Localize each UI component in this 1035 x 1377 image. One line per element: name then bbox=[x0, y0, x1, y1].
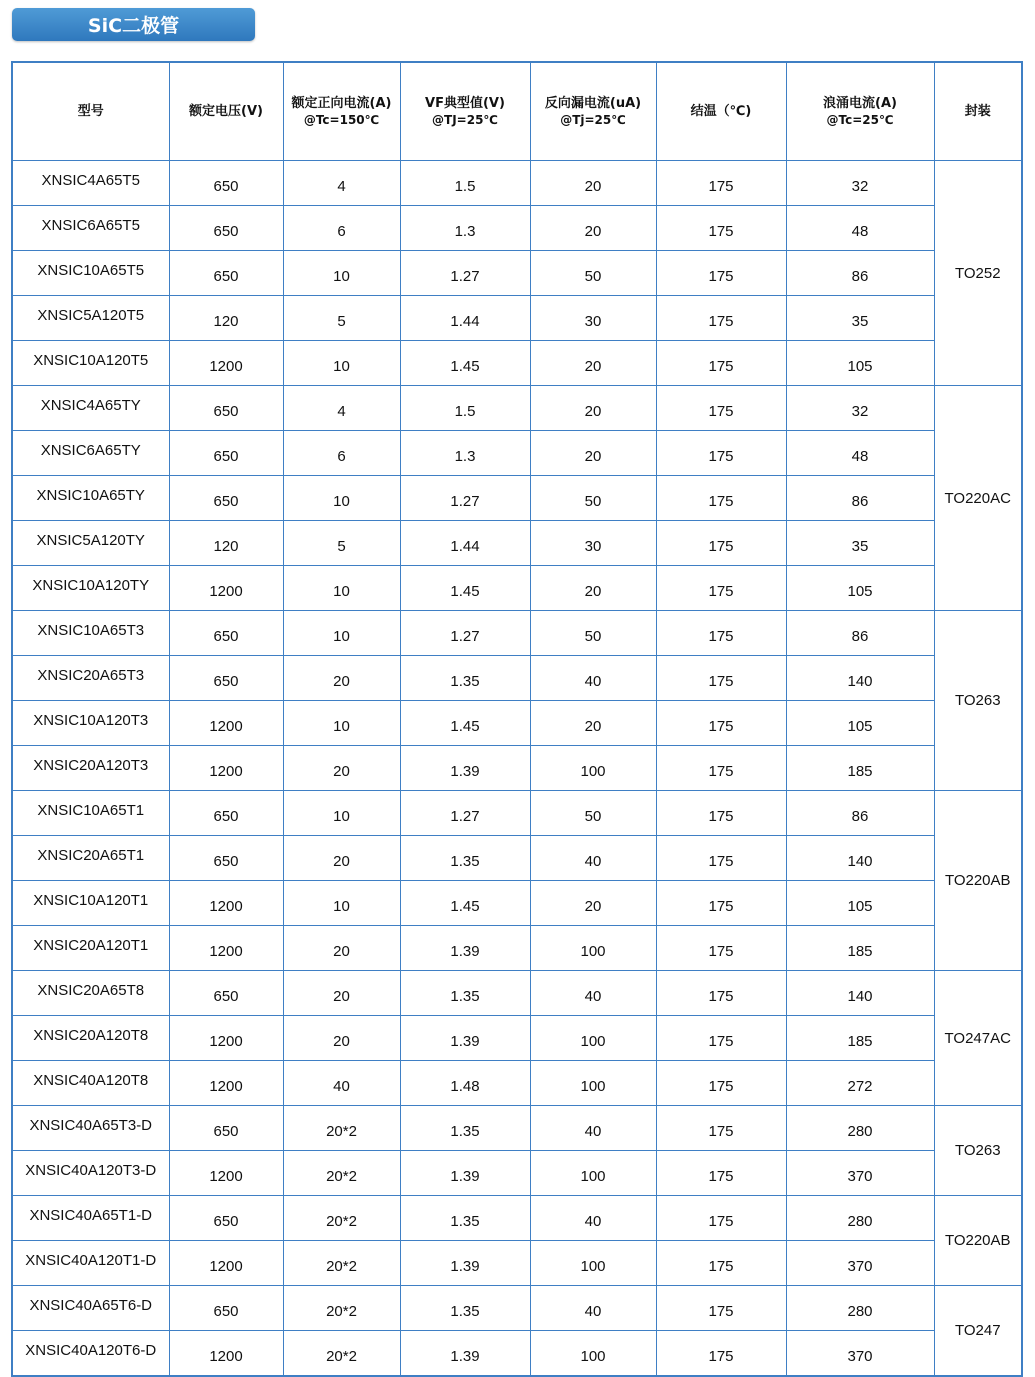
cell-junction-temp: 175 bbox=[656, 431, 786, 476]
sic-diode-spec-table bbox=[11, 61, 1023, 1377]
cell-model: XNSIC6A65TY bbox=[12, 431, 169, 476]
cell-junction-temp: 175 bbox=[656, 746, 786, 791]
cell-vf-typical: 1.35 bbox=[400, 1286, 530, 1331]
cell-junction-temp: 175 bbox=[656, 521, 786, 566]
cell-forward-current: 10 bbox=[283, 476, 400, 521]
cell-vf-typical: 1.35 bbox=[400, 836, 530, 881]
cell-surge-current: 185 bbox=[786, 1016, 934, 1061]
cell-reverse-leakage: 100 bbox=[530, 926, 656, 971]
cell-vf-typical: 1.39 bbox=[400, 1016, 530, 1061]
cell-rated-voltage: 1200 bbox=[169, 566, 283, 611]
cell-junction-temp: 175 bbox=[656, 1106, 786, 1151]
cell-package: TO220AC bbox=[934, 386, 1022, 611]
cell-rated-voltage: 650 bbox=[169, 1106, 283, 1151]
cell-forward-current: 5 bbox=[283, 296, 400, 341]
cell-junction-temp: 175 bbox=[656, 206, 786, 251]
cell-vf-typical: 1.5 bbox=[400, 386, 530, 431]
cell-forward-current: 20*2 bbox=[283, 1106, 400, 1151]
cell-forward-current: 20 bbox=[283, 926, 400, 971]
cell-rated-voltage: 650 bbox=[169, 791, 283, 836]
cell-model: XNSIC20A65T8 bbox=[12, 971, 169, 1016]
table-row bbox=[12, 386, 1022, 431]
cell-vf-typical: 1.45 bbox=[400, 566, 530, 611]
table-body bbox=[12, 161, 1022, 1377]
header-reverse-leakage bbox=[530, 62, 656, 161]
header-condition: @Tc=25℃ bbox=[826, 112, 894, 127]
cell-reverse-leakage: 100 bbox=[530, 1151, 656, 1196]
cell-model: XNSIC10A120TY bbox=[12, 566, 169, 611]
cell-rated-voltage: 650 bbox=[169, 476, 283, 521]
cell-forward-current: 10 bbox=[283, 701, 400, 746]
cell-surge-current: 35 bbox=[786, 521, 934, 566]
cell-rated-voltage: 1200 bbox=[169, 881, 283, 926]
cell-surge-current: 280 bbox=[786, 1286, 934, 1331]
cell-model: XNSIC5A120T5 bbox=[12, 296, 169, 341]
cell-surge-current: 105 bbox=[786, 881, 934, 926]
table-row bbox=[12, 1061, 1022, 1106]
cell-rated-voltage: 650 bbox=[169, 1196, 283, 1241]
cell-surge-current: 105 bbox=[786, 566, 934, 611]
cell-reverse-leakage: 30 bbox=[530, 521, 656, 566]
cell-vf-typical: 1.44 bbox=[400, 521, 530, 566]
cell-rated-voltage: 650 bbox=[169, 836, 283, 881]
cell-surge-current: 140 bbox=[786, 836, 934, 881]
cell-vf-typical: 1.27 bbox=[400, 251, 530, 296]
cell-model: XNSIC40A120T1-D bbox=[12, 1241, 169, 1286]
cell-rated-voltage: 1200 bbox=[169, 746, 283, 791]
cell-surge-current: 105 bbox=[786, 701, 934, 746]
cell-junction-temp: 175 bbox=[656, 926, 786, 971]
cell-surge-current: 86 bbox=[786, 251, 934, 296]
cell-surge-current: 86 bbox=[786, 611, 934, 656]
cell-junction-temp: 175 bbox=[656, 836, 786, 881]
cell-surge-current: 280 bbox=[786, 1106, 934, 1151]
cell-reverse-leakage: 40 bbox=[530, 1286, 656, 1331]
cell-model: XNSIC10A65T3 bbox=[12, 611, 169, 656]
cell-surge-current: 272 bbox=[786, 1061, 934, 1106]
table-row bbox=[12, 836, 1022, 881]
cell-forward-current: 20*2 bbox=[283, 1151, 400, 1196]
table-row bbox=[12, 1241, 1022, 1286]
cell-model: XNSIC20A120T8 bbox=[12, 1016, 169, 1061]
cell-rated-voltage: 650 bbox=[169, 1286, 283, 1331]
header-label: 型号 bbox=[77, 104, 104, 119]
cell-rated-voltage: 1200 bbox=[169, 1331, 283, 1377]
cell-model: XNSIC4A65T5 bbox=[12, 161, 169, 206]
header-row bbox=[12, 62, 1022, 161]
table-row bbox=[12, 611, 1022, 656]
cell-surge-current: 370 bbox=[786, 1241, 934, 1286]
header-condition: @Tc=150℃ bbox=[303, 112, 380, 127]
cell-rated-voltage: 650 bbox=[169, 251, 283, 296]
cell-vf-typical: 1.39 bbox=[400, 1241, 530, 1286]
cell-model: XNSIC10A120T3 bbox=[12, 701, 169, 746]
cell-model: XNSIC10A120T5 bbox=[12, 341, 169, 386]
cell-rated-voltage: 1200 bbox=[169, 1061, 283, 1106]
table-row bbox=[12, 161, 1022, 206]
cell-surge-current: 32 bbox=[786, 161, 934, 206]
cell-rated-voltage: 650 bbox=[169, 611, 283, 656]
header-rated-voltage bbox=[169, 62, 283, 161]
cell-vf-typical: 1.45 bbox=[400, 341, 530, 386]
cell-forward-current: 20*2 bbox=[283, 1196, 400, 1241]
cell-forward-current: 20 bbox=[283, 971, 400, 1016]
cell-junction-temp: 175 bbox=[656, 1151, 786, 1196]
table-row bbox=[12, 1196, 1022, 1241]
cell-forward-current: 20 bbox=[283, 836, 400, 881]
cell-rated-voltage: 650 bbox=[169, 656, 283, 701]
cell-forward-current: 6 bbox=[283, 431, 400, 476]
cell-junction-temp: 175 bbox=[656, 1331, 786, 1377]
table-row bbox=[12, 1286, 1022, 1331]
cell-vf-typical: 1.5 bbox=[400, 161, 530, 206]
cell-rated-voltage: 1200 bbox=[169, 1241, 283, 1286]
cell-vf-typical: 1.39 bbox=[400, 926, 530, 971]
cell-model: XNSIC40A65T1-D bbox=[12, 1196, 169, 1241]
cell-model: XNSIC20A65T1 bbox=[12, 836, 169, 881]
cell-package: TO263 bbox=[934, 611, 1022, 791]
cell-rated-voltage: 1200 bbox=[169, 701, 283, 746]
cell-model: XNSIC10A65TY bbox=[12, 476, 169, 521]
cell-junction-temp: 175 bbox=[656, 296, 786, 341]
cell-reverse-leakage: 50 bbox=[530, 791, 656, 836]
cell-rated-voltage: 650 bbox=[169, 971, 283, 1016]
cell-rated-voltage: 650 bbox=[169, 431, 283, 476]
cell-model: XNSIC20A120T3 bbox=[12, 746, 169, 791]
cell-reverse-leakage: 50 bbox=[530, 476, 656, 521]
cell-vf-typical: 1.45 bbox=[400, 701, 530, 746]
cell-package: TO220AB bbox=[934, 1196, 1022, 1286]
header-label: 额定电压(V) bbox=[189, 104, 263, 119]
cell-junction-temp: 175 bbox=[656, 161, 786, 206]
cell-package: TO247AC bbox=[934, 971, 1022, 1106]
cell-vf-typical: 1.27 bbox=[400, 611, 530, 656]
cell-reverse-leakage: 30 bbox=[530, 296, 656, 341]
cell-reverse-leakage: 20 bbox=[530, 386, 656, 431]
table-row bbox=[12, 206, 1022, 251]
cell-surge-current: 48 bbox=[786, 206, 934, 251]
table-row bbox=[12, 476, 1022, 521]
cell-reverse-leakage: 20 bbox=[530, 341, 656, 386]
header-package bbox=[934, 62, 1022, 161]
cell-rated-voltage: 120 bbox=[169, 296, 283, 341]
cell-junction-temp: 175 bbox=[656, 701, 786, 746]
cell-surge-current: 105 bbox=[786, 341, 934, 386]
cell-forward-current: 20*2 bbox=[283, 1241, 400, 1286]
cell-reverse-leakage: 20 bbox=[530, 701, 656, 746]
cell-surge-current: 86 bbox=[786, 476, 934, 521]
cell-reverse-leakage: 100 bbox=[530, 746, 656, 791]
table-row bbox=[12, 431, 1022, 476]
cell-rated-voltage: 650 bbox=[169, 206, 283, 251]
cell-junction-temp: 175 bbox=[656, 791, 786, 836]
cell-package: TO247 bbox=[934, 1286, 1022, 1377]
cell-surge-current: 48 bbox=[786, 431, 934, 476]
cell-forward-current: 5 bbox=[283, 521, 400, 566]
cell-junction-temp: 175 bbox=[656, 1196, 786, 1241]
section-title: SiC二极管 bbox=[87, 15, 180, 37]
cell-model: XNSIC10A65T5 bbox=[12, 251, 169, 296]
cell-vf-typical: 1.39 bbox=[400, 1331, 530, 1377]
cell-surge-current: 185 bbox=[786, 926, 934, 971]
cell-reverse-leakage: 40 bbox=[530, 656, 656, 701]
cell-junction-temp: 175 bbox=[656, 386, 786, 431]
header-forward-current bbox=[283, 62, 400, 161]
cell-model: XNSIC4A65TY bbox=[12, 386, 169, 431]
cell-rated-voltage: 650 bbox=[169, 386, 283, 431]
cell-surge-current: 280 bbox=[786, 1196, 934, 1241]
cell-forward-current: 20*2 bbox=[283, 1286, 400, 1331]
cell-reverse-leakage: 40 bbox=[530, 1196, 656, 1241]
cell-reverse-leakage: 20 bbox=[530, 161, 656, 206]
table-row bbox=[12, 971, 1022, 1016]
table-row bbox=[12, 1016, 1022, 1061]
cell-surge-current: 370 bbox=[786, 1331, 934, 1377]
cell-forward-current: 20 bbox=[283, 746, 400, 791]
cell-surge-current: 370 bbox=[786, 1151, 934, 1196]
cell-forward-current: 10 bbox=[283, 611, 400, 656]
cell-vf-typical: 1.35 bbox=[400, 1106, 530, 1151]
cell-reverse-leakage: 100 bbox=[530, 1241, 656, 1286]
table-row bbox=[12, 656, 1022, 701]
cell-vf-typical: 1.35 bbox=[400, 971, 530, 1016]
cell-reverse-leakage: 50 bbox=[530, 611, 656, 656]
cell-junction-temp: 175 bbox=[656, 881, 786, 926]
table-row bbox=[12, 791, 1022, 836]
cell-vf-typical: 1.48 bbox=[400, 1061, 530, 1106]
header-label: 反向漏电流(uA) bbox=[544, 95, 642, 111]
header-condition: @TJ=25℃ bbox=[432, 112, 498, 127]
cell-model: XNSIC40A65T3-D bbox=[12, 1106, 169, 1151]
cell-reverse-leakage: 20 bbox=[530, 431, 656, 476]
cell-junction-temp: 175 bbox=[656, 566, 786, 611]
header-label: VF典型值(V) bbox=[425, 95, 505, 111]
header-label: 结温（℃) bbox=[690, 104, 752, 119]
cell-model: XNSIC40A120T3-D bbox=[12, 1151, 169, 1196]
cell-surge-current: 140 bbox=[786, 656, 934, 701]
header-condition: @Tj=25℃ bbox=[560, 112, 626, 127]
header-junction-temp bbox=[656, 62, 786, 161]
cell-junction-temp: 175 bbox=[656, 341, 786, 386]
cell-model: XNSIC20A65T3 bbox=[12, 656, 169, 701]
cell-vf-typical: 1.3 bbox=[400, 206, 530, 251]
cell-surge-current: 32 bbox=[786, 386, 934, 431]
cell-forward-current: 10 bbox=[283, 791, 400, 836]
cell-forward-current: 10 bbox=[283, 881, 400, 926]
table-row bbox=[12, 1106, 1022, 1151]
table-row bbox=[12, 341, 1022, 386]
cell-vf-typical: 1.3 bbox=[400, 431, 530, 476]
cell-model: XNSIC40A120T8 bbox=[12, 1061, 169, 1106]
table-row bbox=[12, 746, 1022, 791]
cell-reverse-leakage: 40 bbox=[530, 836, 656, 881]
cell-rated-voltage: 1200 bbox=[169, 1016, 283, 1061]
header-vf-typical bbox=[400, 62, 530, 161]
cell-reverse-leakage: 100 bbox=[530, 1016, 656, 1061]
table-row bbox=[12, 1331, 1022, 1377]
cell-forward-current: 10 bbox=[283, 341, 400, 386]
cell-junction-temp: 175 bbox=[656, 1016, 786, 1061]
cell-reverse-leakage: 100 bbox=[530, 1331, 656, 1377]
cell-rated-voltage: 1200 bbox=[169, 1151, 283, 1196]
table-header bbox=[12, 62, 1022, 161]
cell-reverse-leakage: 20 bbox=[530, 566, 656, 611]
cell-junction-temp: 175 bbox=[656, 1241, 786, 1286]
cell-junction-temp: 175 bbox=[656, 1061, 786, 1106]
cell-reverse-leakage: 50 bbox=[530, 251, 656, 296]
cell-package: TO252 bbox=[934, 161, 1022, 386]
cell-reverse-leakage: 20 bbox=[530, 206, 656, 251]
table-row bbox=[12, 251, 1022, 296]
cell-vf-typical: 1.35 bbox=[400, 1196, 530, 1241]
table-row bbox=[12, 926, 1022, 971]
table-row bbox=[12, 701, 1022, 746]
cell-vf-typical: 1.39 bbox=[400, 1151, 530, 1196]
table-row bbox=[12, 1151, 1022, 1196]
cell-forward-current: 20 bbox=[283, 1016, 400, 1061]
cell-package: TO220AB bbox=[934, 791, 1022, 971]
cell-forward-current: 20*2 bbox=[283, 1331, 400, 1377]
cell-model: XNSIC5A120TY bbox=[12, 521, 169, 566]
cell-vf-typical: 1.45 bbox=[400, 881, 530, 926]
cell-reverse-leakage: 20 bbox=[530, 881, 656, 926]
cell-surge-current: 86 bbox=[786, 791, 934, 836]
header-label: 封装 bbox=[964, 104, 991, 119]
cell-model: XNSIC10A120T1 bbox=[12, 881, 169, 926]
cell-vf-typical: 1.35 bbox=[400, 656, 530, 701]
cell-junction-temp: 175 bbox=[656, 611, 786, 656]
header-label: 浪涌电流(A) bbox=[823, 95, 897, 111]
cell-vf-typical: 1.27 bbox=[400, 791, 530, 836]
cell-rated-voltage: 650 bbox=[169, 161, 283, 206]
cell-forward-current: 20 bbox=[283, 656, 400, 701]
cell-forward-current: 10 bbox=[283, 251, 400, 296]
cell-junction-temp: 175 bbox=[656, 476, 786, 521]
table-row bbox=[12, 566, 1022, 611]
cell-junction-temp: 175 bbox=[656, 971, 786, 1016]
cell-surge-current: 35 bbox=[786, 296, 934, 341]
cell-reverse-leakage: 40 bbox=[530, 971, 656, 1016]
cell-model: XNSIC20A120T1 bbox=[12, 926, 169, 971]
cell-reverse-leakage: 100 bbox=[530, 1061, 656, 1106]
table-row bbox=[12, 296, 1022, 341]
cell-forward-current: 4 bbox=[283, 386, 400, 431]
cell-reverse-leakage: 40 bbox=[530, 1106, 656, 1151]
cell-forward-current: 6 bbox=[283, 206, 400, 251]
cell-vf-typical: 1.44 bbox=[400, 296, 530, 341]
header-surge-current bbox=[786, 62, 934, 161]
cell-model: XNSIC40A65T6-D bbox=[12, 1286, 169, 1331]
cell-rated-voltage: 120 bbox=[169, 521, 283, 566]
header-label: 额定正向电流(A) bbox=[291, 95, 392, 111]
section-title-badge bbox=[12, 8, 255, 41]
cell-model: XNSIC40A120T6-D bbox=[12, 1331, 169, 1377]
cell-forward-current: 40 bbox=[283, 1061, 400, 1106]
cell-junction-temp: 175 bbox=[656, 1286, 786, 1331]
cell-model: XNSIC10A65T1 bbox=[12, 791, 169, 836]
cell-junction-temp: 175 bbox=[656, 251, 786, 296]
table-row bbox=[12, 881, 1022, 926]
cell-forward-current: 4 bbox=[283, 161, 400, 206]
cell-surge-current: 140 bbox=[786, 971, 934, 1016]
cell-rated-voltage: 1200 bbox=[169, 341, 283, 386]
cell-package: TO263 bbox=[934, 1106, 1022, 1196]
table-row bbox=[12, 521, 1022, 566]
cell-rated-voltage: 1200 bbox=[169, 926, 283, 971]
cell-junction-temp: 175 bbox=[656, 656, 786, 701]
cell-surge-current: 185 bbox=[786, 746, 934, 791]
cell-forward-current: 10 bbox=[283, 566, 400, 611]
cell-vf-typical: 1.39 bbox=[400, 746, 530, 791]
header-model bbox=[12, 62, 169, 161]
cell-model: XNSIC6A65T5 bbox=[12, 206, 169, 251]
cell-vf-typical: 1.27 bbox=[400, 476, 530, 521]
